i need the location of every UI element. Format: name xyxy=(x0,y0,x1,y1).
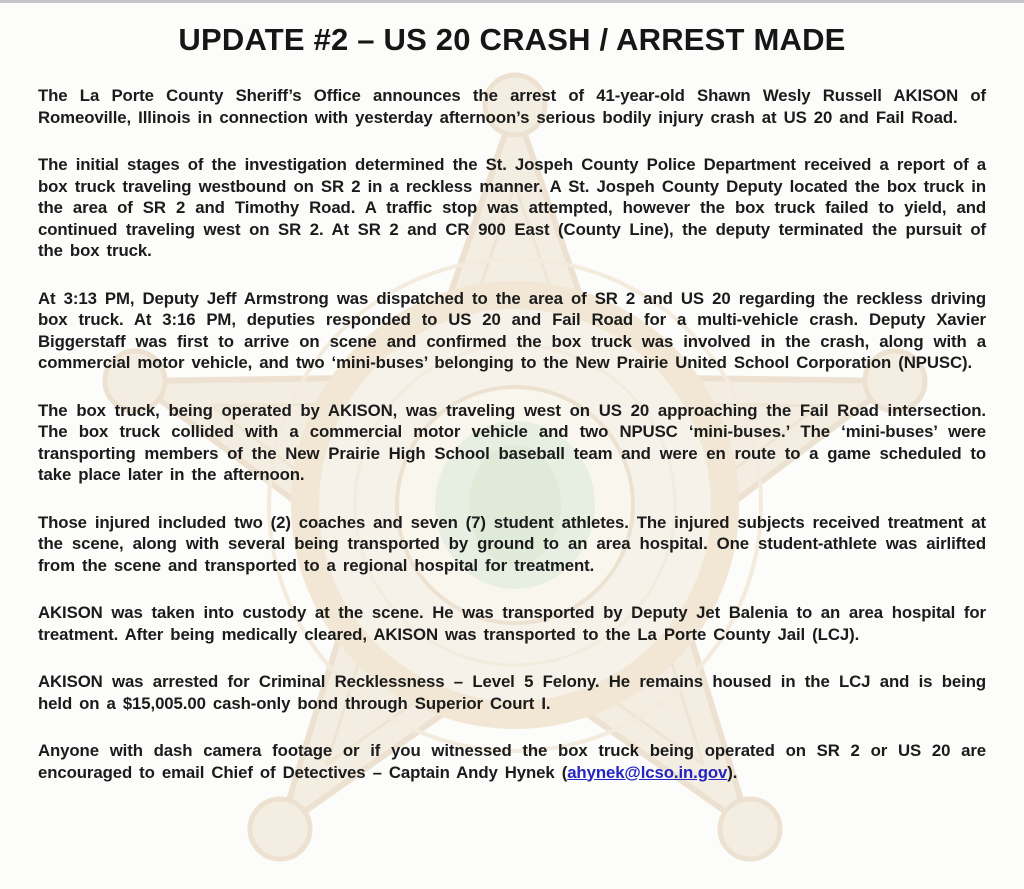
contact-text-post: ). xyxy=(727,762,738,782)
document-content xyxy=(0,22,1024,783)
paragraph-charges: AKISON was arrested for Criminal Recklessness – Level 5 Felony. He remains housed in the LCJ and is being held on a $15,005.00 cash-only bond through Superior Court I. xyxy=(38,672,986,713)
paragraph-dispatch-response: At 3:13 PM, Deputy Jeff Armstrong was dispatched to the area of SR 2 and US 20 regarding the reckless driving box truck. At 3:16 PM, deputies responded to US 20 and Fail Road for a multi-vehicle crash. Deputy Xavier Biggerstaff was first to arrive on scene and confirmed the box truck was involved in the crash, along with a commercial motor vehicle, and two ‘mini-buses’ belonging to the New Prairie United School Corporation (NPUSC). xyxy=(38,288,986,372)
email-link[interactable]: ahynek@lcso.in.gov xyxy=(567,762,728,782)
paragraph-arrest-announcement: The La Porte County Sheriff’s Office announces the arrest of 41-year-old Shawn Wesly Russell AKISON of Romeoville, Illinois in connection with yesterday afternoon’s serious bodily injury crash at US 20 and Fail Road. xyxy=(38,86,986,127)
paragraph-collision-details: The box truck, being operated by AKISON, was traveling west on US 20 approaching the Fail Road intersection. The box truck collided with a commercial motor vehicle and two NPUSC ‘mini-buses.’ The ‘mini-buses’ were transporting members of the New Prairie High School baseball team and were en route to a game scheduled to take place later in the afternoon. xyxy=(38,400,986,484)
document-body xyxy=(0,85,1024,783)
page-title: UPDATE #2 – US 20 CRASH / ARREST MADE xyxy=(178,22,846,57)
paragraph-custody: AKISON was taken into custody at the scene. He was transported by Deputy Jet Balenia to an area hospital for treatment. After being medically cleared, AKISON was transported to the La Porte County Jail (LCJ). xyxy=(38,603,986,644)
contact-text-pre: Anyone with dash camera footage or if you witnessed the box truck being operated on SR 2 or US 20 are encouraged to email Chief of Detectives – Captain Andy Hynek ( xyxy=(38,741,986,782)
paragraph-initial-investigation: The initial stages of the investigation determined the St. Jospeh County Police Department received a report of a box truck traveling westbound on SR 2 in a reckless manner. A St. Jospeh County Deputy located the box truck in the area of SR 2 and Timothy Road. A traffic stop was attempted, however the box truck failed to yield, and continued traveling west on SR 2. At SR 2 and CR 900 East (County Line), the deputy terminated the pursuit of the box truck. xyxy=(38,155,986,260)
paragraph-contact xyxy=(38,740,986,783)
paragraph-injuries: Those injured included two (2) coaches and seven (7) student athletes. The injured subjects received treatment at the scene, along with several being transported by ground to an area hospital. One student-athlete was airlifted from the scene and transported to a regional hospital for treatment. xyxy=(38,512,986,575)
top-border-line xyxy=(0,0,1024,3)
